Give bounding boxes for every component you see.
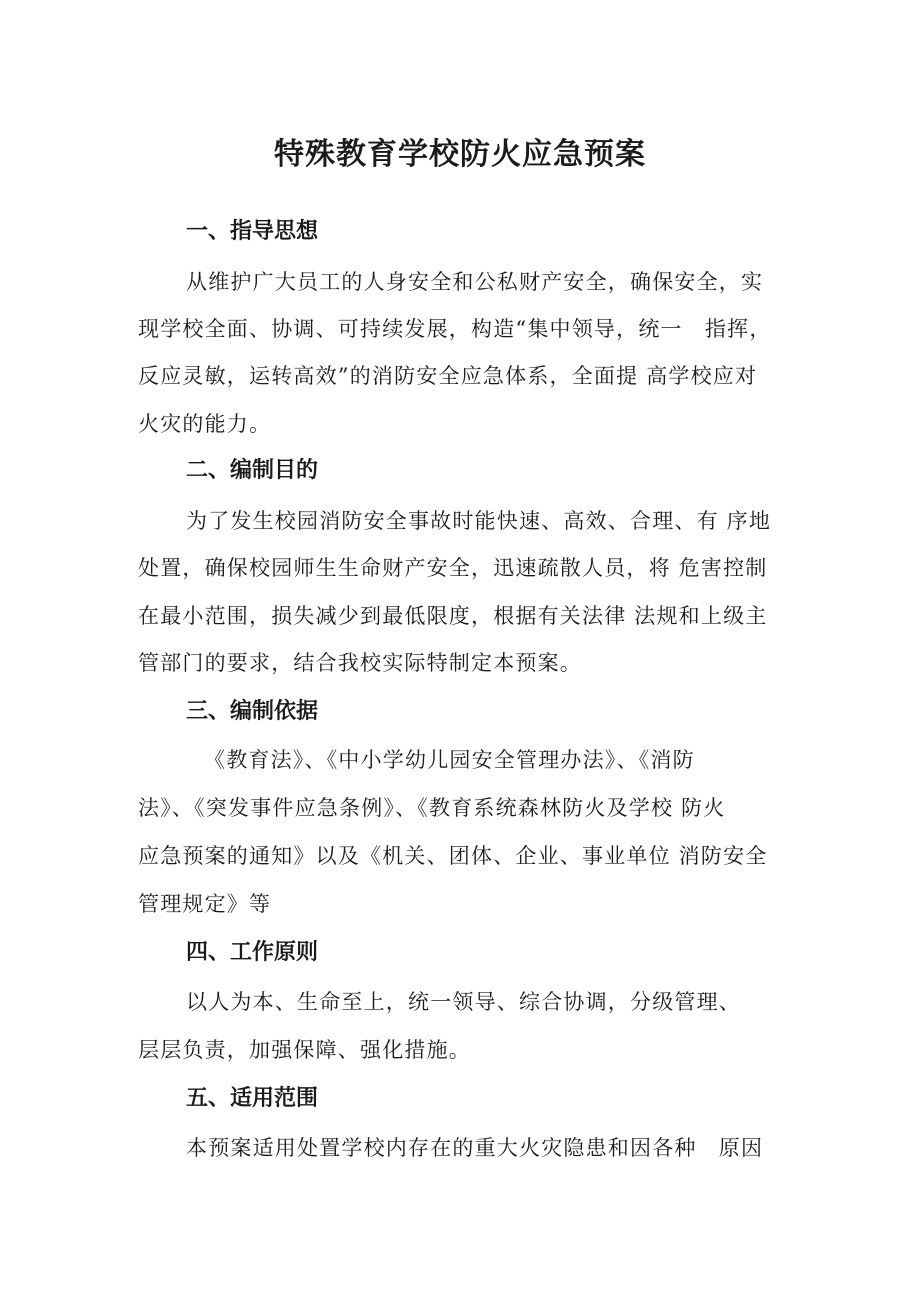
paragraph-line: 现学校全面、协调、可持续发展，构造“集中领导，统一 指挥， xyxy=(138,317,772,341)
paragraph-line: 层层负责，加强保障、强化措施。 xyxy=(138,1038,471,1062)
paragraph-line: 管部门的要求，结合我校实际特制定本预案。 xyxy=(138,651,582,675)
paragraph-line: 《教育法》、《中小学幼儿园安全管理办法》、《消防 xyxy=(204,748,695,772)
section-heading-purpose: 二、编制目的 xyxy=(186,458,319,483)
section-heading-scope: 五、适用范围 xyxy=(186,1086,319,1111)
paragraph-line: 以人为本、生命至上，统一领导、综合协调，分级管理、 xyxy=(186,990,741,1014)
paragraph-line: 本预案适用处置学校内存在的重大火灾隐患和因各种 原因 xyxy=(186,1136,764,1160)
paragraph-line: 处置，确保校园师生生命财产安全，迅速疏散人员，将 危害控制 xyxy=(138,556,768,580)
section-heading-principles: 四、工作原则 xyxy=(186,940,319,965)
paragraph-line: 在最小范围，损失减少到最低限度，根据有关法律 法规和上级主 xyxy=(138,604,768,628)
section-heading-basis: 三、编制依据 xyxy=(186,699,319,724)
paragraph-line: 管理规定》等 xyxy=(138,892,272,916)
paragraph-line: 火灾的能力。 xyxy=(138,412,272,436)
document-title: 特殊教育学校防火应急预案 xyxy=(274,137,646,172)
section-heading-guiding-ideology: 一、指导思想 xyxy=(186,219,319,244)
paragraph-line: 反应灵敏，运转高效”的消防安全应急体系，全面提 高学校应对 xyxy=(138,364,758,388)
paragraph-line: 应急预案的通知》以及《机关、团体、企业、事业单位 消防安全 xyxy=(138,844,768,868)
paragraph-line: 为了发生校园消防安全事故时能快速、高效、合理、有 序地 xyxy=(186,509,772,533)
paragraph-line: 法》、《突发事件应急条例》、《教育系统森林防火及学校 防火 xyxy=(138,796,726,820)
paragraph-line: 从维护广大员工的人身安全和公私财产安全，确保安全，实 xyxy=(186,270,764,294)
